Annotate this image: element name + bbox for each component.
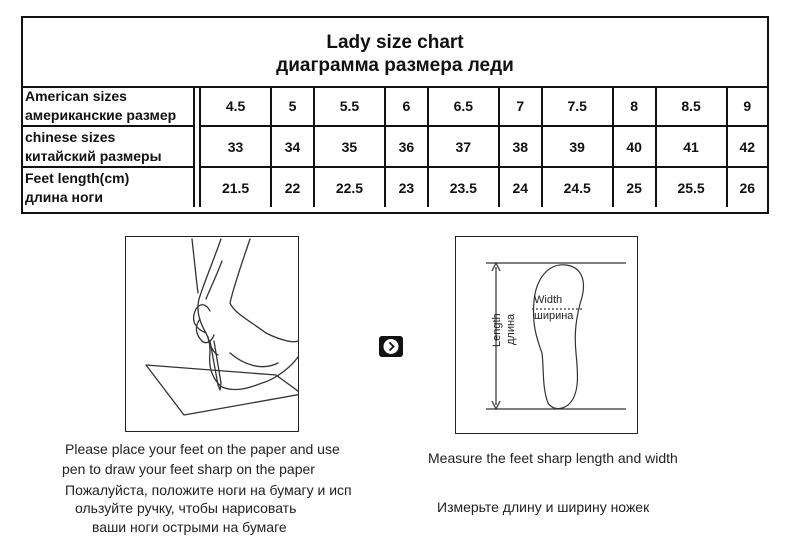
size-cell: 24: [499, 167, 542, 207]
size-cell: 5.5: [314, 86, 385, 126]
size-cell: 4.5: [200, 86, 271, 126]
size-cell: 7: [499, 86, 542, 126]
title-russian: диаграмма размера леди: [276, 55, 514, 76]
size-cell: 41: [656, 126, 727, 167]
foot-on-paper-drawing: [126, 237, 298, 431]
caption-left-en-1: Please place your feet on the paper and use: [65, 441, 340, 457]
row-label-ru: американские размер: [25, 106, 177, 123]
row-label-en: American sizes: [25, 87, 127, 104]
row-label: [23, 126, 194, 167]
size-cell: 7.5: [542, 86, 613, 126]
size-cell: 21.5: [200, 167, 271, 207]
width-label: Width: [534, 294, 563, 306]
size-cell: 9: [727, 86, 767, 126]
foot-measure-illustration: [455, 236, 638, 434]
caption-left-en-2: pen to draw your feet sharp on the paper: [62, 461, 315, 477]
row-label-ru: длина ноги: [25, 188, 103, 205]
title-english: Lady size chart: [326, 32, 464, 53]
size-cell: 25.5: [656, 167, 727, 207]
size-cell: 6.5: [428, 86, 499, 126]
foot-tracing-illustration: [125, 236, 299, 432]
size-cell: 39: [542, 126, 613, 167]
size-cell: 22.5: [314, 167, 385, 207]
chevron-right-icon: [379, 336, 403, 357]
length-label: Length: [491, 313, 503, 347]
caption-right-ru: Измерьте длину и ширину ножек: [437, 499, 650, 515]
caption-left-ru-3: ваши ноги острыми на бумаге: [92, 519, 287, 535]
size-cell: 5: [271, 86, 314, 126]
footprint-diagram: [456, 237, 637, 433]
size-cell: 6: [385, 86, 428, 126]
row-label-en: Feet length(cm): [25, 169, 130, 186]
width-label-ru: ширина: [534, 310, 574, 322]
row-label: [23, 86, 194, 126]
size-cell: 33: [200, 126, 271, 167]
size-cell: 8.5: [656, 86, 727, 126]
row-label: [23, 167, 194, 207]
size-cell: 36: [385, 126, 428, 167]
table-row: [23, 167, 767, 207]
chart-title: [23, 18, 767, 88]
size-cell: 24.5: [542, 167, 613, 207]
size-cell: 22: [271, 167, 314, 207]
size-cell: 40: [613, 126, 656, 167]
size-cell: 42: [727, 126, 767, 167]
size-cell: 23: [385, 167, 428, 207]
row-label-en: chinese sizes: [25, 128, 116, 145]
length-label-ru: длина: [505, 313, 517, 345]
size-cell: 37: [428, 126, 499, 167]
size-cell: 25: [613, 167, 656, 207]
caption-right-en: Measure the feet sharp length and width: [428, 450, 678, 466]
size-chart: [21, 16, 769, 214]
size-cell: 8: [613, 86, 656, 126]
size-cell: 35: [314, 126, 385, 167]
table-row: [23, 86, 767, 126]
size-cell: 38: [499, 126, 542, 167]
size-cell: 26: [727, 167, 767, 207]
caption-left-ru-1: Пожалуйста, положите ноги на бумагу и исп: [65, 482, 352, 498]
size-table: [23, 86, 767, 207]
size-cell: 34: [271, 126, 314, 167]
caption-left-ru-2: ользуйте ручку, чтобы нарисовать: [75, 500, 297, 516]
size-cell: 23.5: [428, 167, 499, 207]
table-row: [23, 126, 767, 167]
row-label-ru: китайский размеры: [25, 147, 162, 164]
